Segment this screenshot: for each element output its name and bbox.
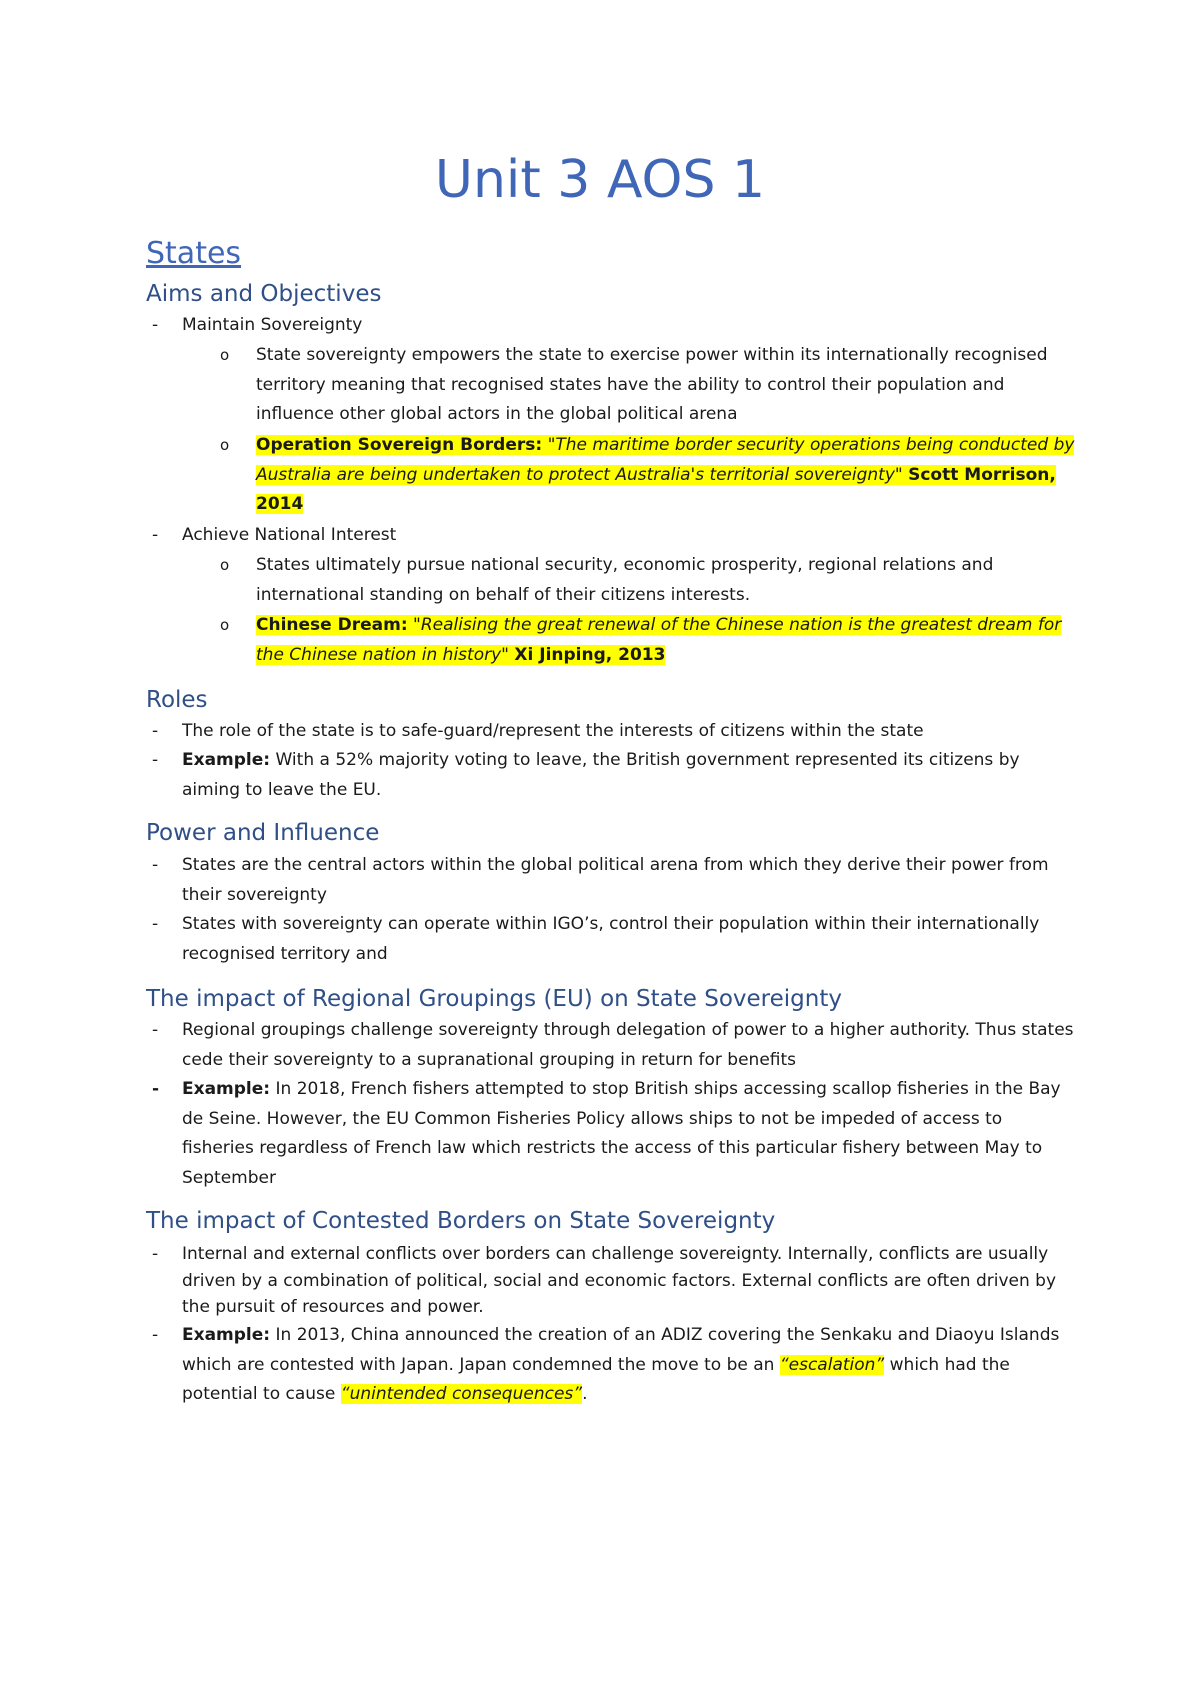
list-item: [218, 431, 1078, 520]
highlighted-quote: Operation Sovereign Borders: "The maritime border security operations being conducted by Australia are being undertaken to protect Australia's territorial sovereignty" Scott Morrison, 2014: [256, 435, 1075, 514]
heading-roles: Roles: [146, 687, 208, 713]
highlighted-quote: “escalation”: [779, 1354, 885, 1375]
heading-contested-borders: The impact of Contested Borders on State Sovereignty: [146, 1208, 776, 1234]
list-item: - Example: In 2013, China announced the creation of an ADIZ covering the Senkaku and Diaoyu Islands which are contested with Japan. Japan condemned the move to be an “escalation” which had the potential to cause “unintended consequences”.: [146, 1321, 1076, 1410]
circle-bullet: o: [220, 346, 230, 364]
dash-bullet: -: [152, 855, 159, 875]
dash-bullet: -: [152, 914, 159, 934]
dash-bullet: -: [152, 525, 159, 545]
list-item: - Achieve National Interest: [146, 521, 1076, 551]
list-item: - Example: In 2018, French fishers attempted to stop British ships accessing scallop fisheries in the Bay de Seine. However, the EU Common Fisheries Policy allows ships to not be impeded of access to fisheries regardless of French law which restricts the access of this particular fishery between May to September: [146, 1075, 1076, 1193]
list-item: - Maintain Sovereignty: [146, 311, 1076, 341]
list-item: - The role of the state is to safe-guard/represent the interests of citizens within the state: [146, 717, 1076, 747]
highlighted-quote: Chinese Dream: "Realising the great renewal of the Chinese nation is the greatest dream for the Chinese nation in history" Xi Jinping, 2013: [256, 615, 1062, 665]
list-item: o State sovereignty empowers the state to exercise power within its internationally recognised territory meaning that recognised states have the ability to control their population and influence other global actors in the global political arena: [218, 341, 1078, 430]
list-item: - Regional groupings challenge sovereignty through delegation of power to a higher authority. Thus states cede their sovereignty to a supranational grouping in return for benefits: [146, 1016, 1076, 1075]
circle-bullet: o: [220, 556, 230, 574]
heading-power-influence: Power and Influence: [146, 820, 380, 846]
section-heading-states: States: [146, 236, 242, 271]
dash-bullet: -: [152, 1079, 160, 1099]
highlighted-quote: “unintended consequences”: [340, 1384, 583, 1404]
list-item: [218, 611, 1078, 670]
list-item: - States with sovereignty can operate within IGO’s, control their population within their internationally recognised territory and: [146, 910, 1076, 969]
list-item: - Internal and external conflicts over borders can challenge sovereignty. Internally, conflicts are usually driven by a combination of political, social and economic factors. External conflicts are often driven by the pursuit of resources and power.: [146, 1241, 1076, 1321]
circle-bullet: o: [220, 436, 230, 454]
dash-bullet: -: [152, 1020, 159, 1040]
dash-bullet: -: [152, 721, 159, 741]
dash-bullet: -: [152, 315, 159, 335]
page-title: Unit 3 AOS 1: [434, 150, 766, 210]
heading-regional-groupings: The impact of Regional Groupings (EU) on State Sovereignty: [146, 986, 842, 1012]
list-item: o States ultimately pursue national security, economic prosperity, regional relations and international standing on behalf of their citizens interests.: [218, 551, 1078, 610]
dash-bullet: -: [152, 1325, 159, 1345]
heading-aims-objectives: Aims and Objectives: [146, 281, 382, 307]
dash-bullet: -: [152, 1244, 159, 1264]
list-item: - Example: With a 52% majority voting to leave, the British government represented its citizens by aiming to leave the EU.: [146, 746, 1076, 805]
dash-bullet: -: [152, 750, 159, 770]
circle-bullet: o: [220, 616, 230, 634]
list-item: - States are the central actors within the global political arena from which they derive their power from their sovereignty: [146, 851, 1076, 910]
